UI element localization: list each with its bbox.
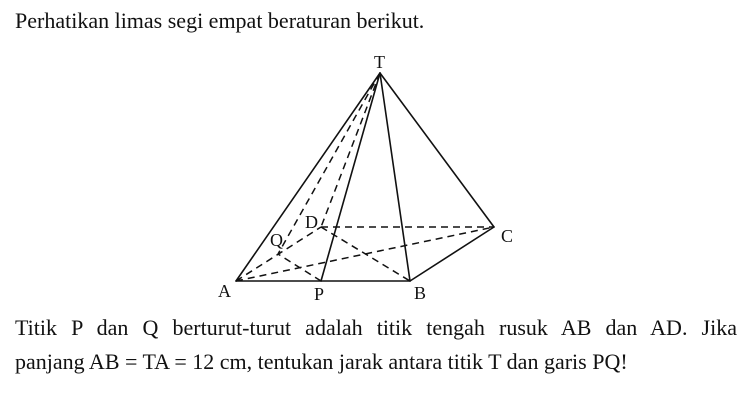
vertex-label-Q: Q (270, 230, 283, 250)
vertex-label-T: T (374, 52, 385, 72)
segment-TQ (278, 73, 380, 254)
vertex-label-C: C (501, 226, 514, 246)
vertex-label-P: P (314, 284, 325, 304)
edge-TB (380, 73, 410, 281)
edge-TA (236, 73, 380, 281)
vertex-label-D: D (305, 212, 318, 232)
intro-text: Perhatikan limas segi empat beraturan berikut. (15, 8, 425, 33)
problem-text (15, 311, 737, 379)
segment-PQ (278, 254, 321, 281)
edge-TC (380, 73, 494, 227)
segment-TP (321, 73, 380, 281)
problem-line-2: panjang AB = TA = 12 cm, tentukan jarak antara titik T dan garis PQ! (15, 349, 628, 374)
vertex-label-B: B (414, 283, 427, 303)
problem-line-1: Titik P dan Q berturut-turut adalah titik tengah rusuk AB dan AD. Jika (15, 315, 737, 340)
vertex-label-A: A (218, 281, 231, 301)
diagonal-DB (321, 227, 410, 281)
edge-TD (321, 73, 380, 227)
